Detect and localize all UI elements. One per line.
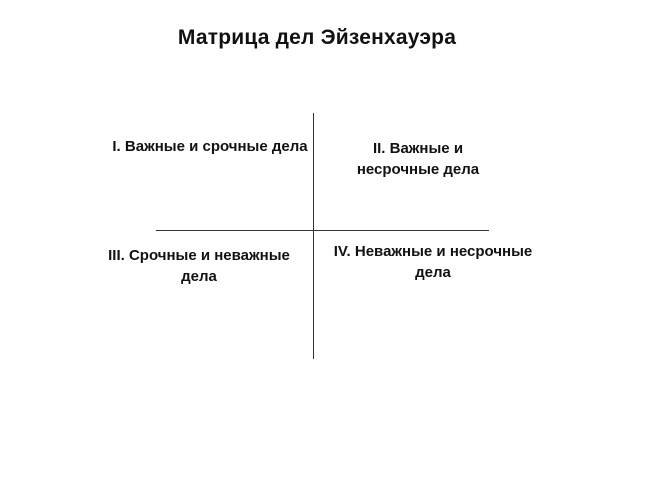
- quadrant-4-label-line: дела: [415, 264, 451, 281]
- quadrant-2-important-not-urgent: [298, 138, 538, 180]
- quadrant-3-label-line: III. Срочные и неважные: [108, 247, 290, 264]
- quadrant-1-important-urgent: [90, 136, 330, 157]
- quadrant-1-label-line: I. Важные и срочные дела: [112, 138, 308, 155]
- quadrant-4-not-important-not-urgent: [313, 241, 553, 283]
- horizontal-axis-line: [156, 230, 489, 231]
- quadrant-3-urgent-not-important: [79, 245, 319, 287]
- quadrant-3-label-line: дела: [181, 268, 217, 285]
- quadrant-2-label-line: II. Важные и: [372, 140, 464, 157]
- diagram-title: Матрица дел Эйзенхауэра: [177, 26, 457, 49]
- quadrant-4-label-line: IV. Неважные и несрочные: [333, 243, 533, 260]
- quadrant-2-label-line: несрочные дела: [356, 161, 480, 178]
